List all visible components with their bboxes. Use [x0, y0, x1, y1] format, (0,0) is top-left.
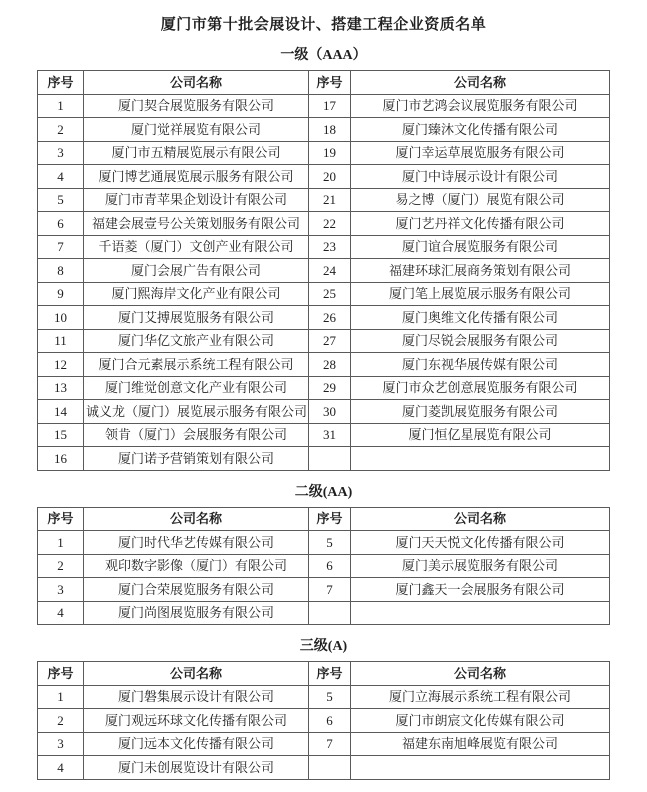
company-name: 福建环球汇展商务策划有限公司	[351, 259, 610, 283]
company-name: 厦门天天悦文化传播有限公司	[351, 531, 610, 555]
section-level-1	[0, 44, 647, 471]
row-index: 15	[38, 423, 84, 447]
section-level-3	[0, 635, 647, 780]
table-row	[38, 282, 610, 306]
col-header-index: 序号	[38, 662, 84, 686]
row-index: 12	[38, 353, 84, 377]
section-heading-level-3: 三级(A)	[299, 639, 348, 654]
company-name: 福建东南旭峰展览有限公司	[351, 732, 610, 756]
col-header-company: 公司名称	[84, 662, 309, 686]
table-row	[38, 141, 610, 165]
col-header-index: 序号	[38, 507, 84, 531]
company-name: 厦门笔上展览展示服务有限公司	[351, 282, 610, 306]
table-row	[38, 709, 610, 733]
col-header-company: 公司名称	[84, 71, 309, 95]
document-page	[0, 13, 647, 792]
company-name: 厦门立海展示系统工程有限公司	[351, 685, 610, 709]
table-row	[38, 756, 610, 780]
company-name: 厦门会展广告有限公司	[84, 259, 309, 283]
company-name: 诚义龙（厦门）展览展示服务有限公司	[84, 400, 309, 424]
row-index: 8	[38, 259, 84, 283]
table-row	[38, 165, 610, 189]
company-name: 厦门合元素展示系统工程有限公司	[84, 353, 309, 377]
company-name: 厦门尽锐会展服务有限公司	[351, 329, 610, 353]
row-index: 7	[38, 235, 84, 259]
row-index: 1	[38, 94, 84, 118]
company-name: 领肯（厦门）会展服务有限公司	[84, 423, 309, 447]
row-index: 28	[309, 353, 351, 377]
row-index: 13	[38, 376, 84, 400]
company-name: 厦门远本文化传播有限公司	[84, 732, 309, 756]
row-index: 6	[309, 709, 351, 733]
row-index: 17	[309, 94, 351, 118]
row-index: 9	[38, 282, 84, 306]
table-header-row	[38, 71, 610, 95]
company-name: 厦门未创展览设计有限公司	[84, 756, 309, 780]
table-row	[38, 400, 610, 424]
row-index: 4	[38, 165, 84, 189]
company-name: 厦门契合展览服务有限公司	[84, 94, 309, 118]
row-index: 6	[309, 554, 351, 578]
row-index	[309, 756, 351, 780]
table-row	[38, 94, 610, 118]
table-row	[38, 601, 610, 625]
row-index: 20	[309, 165, 351, 189]
col-header-index: 序号	[309, 507, 351, 531]
table-row	[38, 578, 610, 602]
company-name: 福建会展壹号公关策划服务有限公司	[84, 212, 309, 236]
row-index: 3	[38, 732, 84, 756]
company-name: 厦门观远环球文化传播有限公司	[84, 709, 309, 733]
row-index: 14	[38, 400, 84, 424]
row-index: 2	[38, 118, 84, 142]
table-row	[38, 353, 610, 377]
row-index: 26	[309, 306, 351, 330]
row-index: 25	[309, 282, 351, 306]
col-header-company: 公司名称	[351, 507, 610, 531]
company-name: 厦门中诗展示设计有限公司	[351, 165, 610, 189]
row-index: 11	[38, 329, 84, 353]
row-index: 10	[38, 306, 84, 330]
table-row	[38, 212, 610, 236]
table-header-row	[38, 507, 610, 531]
row-index: 2	[38, 554, 84, 578]
table-row	[38, 376, 610, 400]
row-index: 7	[309, 578, 351, 602]
row-index: 29	[309, 376, 351, 400]
company-name: 厦门熙海岸文化产业有限公司	[84, 282, 309, 306]
company-name: 厦门市众艺创意展览服务有限公司	[351, 376, 610, 400]
row-index: 5	[309, 531, 351, 555]
row-index: 7	[309, 732, 351, 756]
company-table-level-3	[37, 661, 610, 780]
company-name: 厦门市朗宸文化传媒有限公司	[351, 709, 610, 733]
company-name: 厦门艾搏展览服务有限公司	[84, 306, 309, 330]
company-name: 观印数字影像（厦门）有限公司	[84, 554, 309, 578]
row-index: 21	[309, 188, 351, 212]
row-index: 1	[38, 531, 84, 555]
col-header-index: 序号	[38, 71, 84, 95]
row-index: 16	[38, 447, 84, 471]
company-name: 厦门臻沐文化传播有限公司	[351, 118, 610, 142]
company-name: 千语菱（厦门）文创产业有限公司	[84, 235, 309, 259]
company-name: 厦门觉祥展览有限公司	[84, 118, 309, 142]
col-header-company: 公司名称	[84, 507, 309, 531]
company-name: 厦门艺丹祥文化传播有限公司	[351, 212, 610, 236]
row-index: 31	[309, 423, 351, 447]
row-index	[309, 601, 351, 625]
company-name: 厦门谊合展览服务有限公司	[351, 235, 610, 259]
row-index: 27	[309, 329, 351, 353]
company-table-level-1	[37, 70, 610, 471]
table-row	[38, 188, 610, 212]
section-level-2	[0, 481, 647, 626]
table-row	[38, 531, 610, 555]
row-index: 4	[38, 756, 84, 780]
company-name: 厦门恒亿星展览有限公司	[351, 423, 610, 447]
section-heading-level-1: 一级（AAA）	[280, 48, 367, 63]
company-name: 易之博（厦门）展览有限公司	[351, 188, 610, 212]
row-index: 3	[38, 141, 84, 165]
col-header-company: 公司名称	[351, 71, 610, 95]
row-index	[309, 447, 351, 471]
company-name: 厦门时代华艺传媒有限公司	[84, 531, 309, 555]
company-table-level-2	[37, 507, 610, 626]
company-name	[351, 601, 610, 625]
row-index: 19	[309, 141, 351, 165]
company-name: 厦门市五精展览展示有限公司	[84, 141, 309, 165]
company-name: 厦门幸运草展览服务有限公司	[351, 141, 610, 165]
table-row	[38, 685, 610, 709]
table-row	[38, 423, 610, 447]
company-name: 厦门磐集展示设计有限公司	[84, 685, 309, 709]
table-row	[38, 306, 610, 330]
row-index: 1	[38, 685, 84, 709]
row-index: 23	[309, 235, 351, 259]
row-index: 22	[309, 212, 351, 236]
company-name: 厦门合荣展览服务有限公司	[84, 578, 309, 602]
row-index: 5	[309, 685, 351, 709]
company-name: 厦门鑫天一会展服务有限公司	[351, 578, 610, 602]
col-header-index: 序号	[309, 662, 351, 686]
table-row	[38, 732, 610, 756]
table-row	[38, 235, 610, 259]
company-name: 厦门菱凯展览服务有限公司	[351, 400, 610, 424]
company-name: 厦门东视华展传媒有限公司	[351, 353, 610, 377]
table-header-row	[38, 662, 610, 686]
row-index: 30	[309, 400, 351, 424]
table-row	[38, 554, 610, 578]
page-title: 厦门市第十批会展设计、搭建工程企业资质名单	[160, 17, 487, 33]
company-name: 厦门奥维文化传播有限公司	[351, 306, 610, 330]
row-index: 2	[38, 709, 84, 733]
row-index: 4	[38, 601, 84, 625]
company-name	[351, 756, 610, 780]
table-row	[38, 118, 610, 142]
row-index: 3	[38, 578, 84, 602]
company-name: 厦门市青苹果企划设计有限公司	[84, 188, 309, 212]
company-name: 厦门博艺通展览展示服务有限公司	[84, 165, 309, 189]
company-name: 厦门尚图展览服务有限公司	[84, 601, 309, 625]
row-index: 24	[309, 259, 351, 283]
company-name: 厦门美示展览服务有限公司	[351, 554, 610, 578]
section-heading-level-2: 二级(AA)	[294, 484, 353, 500]
table-row	[38, 447, 610, 471]
company-name: 厦门维觉创意文化产业有限公司	[84, 376, 309, 400]
company-name: 厦门华亿文旅产业有限公司	[84, 329, 309, 353]
company-name	[351, 447, 610, 471]
col-header-company: 公司名称	[351, 662, 610, 686]
table-row	[38, 329, 610, 353]
table-row	[38, 259, 610, 283]
company-name: 厦门诺予营销策划有限公司	[84, 447, 309, 471]
company-name: 厦门市艺鸿会议展览服务有限公司	[351, 94, 610, 118]
row-index: 6	[38, 212, 84, 236]
row-index: 5	[38, 188, 84, 212]
col-header-index: 序号	[309, 71, 351, 95]
row-index: 18	[309, 118, 351, 142]
